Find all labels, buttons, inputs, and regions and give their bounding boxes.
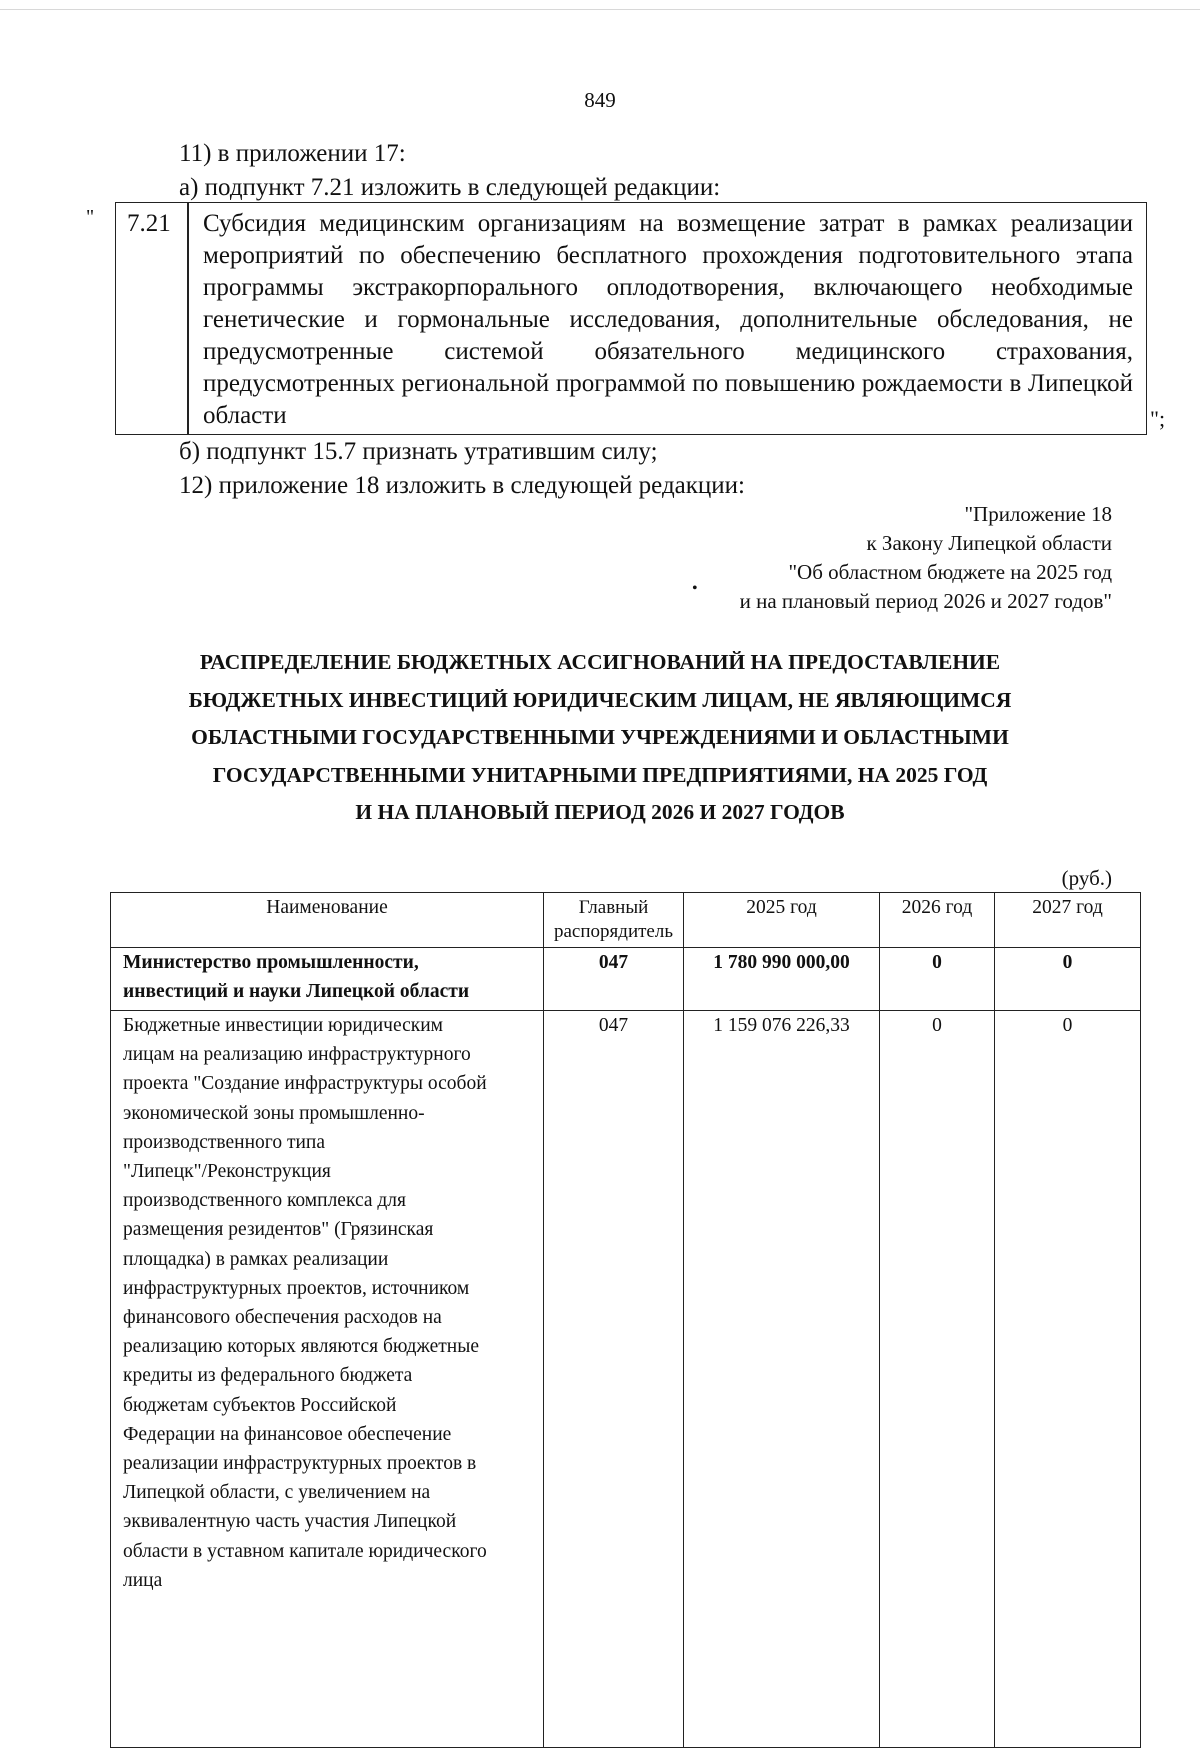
budget-table bbox=[110, 892, 1141, 1748]
row-name-line: лицам на реализацию инфраструктурного bbox=[123, 1044, 471, 1066]
row-name-line: эквивалентную часть участия Липецкой bbox=[123, 1511, 457, 1533]
row-name-line: производственного типа bbox=[123, 1131, 325, 1153]
row-name-line: проекта "Создание инфраструктуры особой bbox=[123, 1073, 487, 1095]
amendment-close-quote: "; bbox=[1150, 406, 1166, 431]
appendix-line-1: "Приложение 18 bbox=[964, 502, 1112, 526]
row-name-line: финансового обеспечения расходов на bbox=[123, 1307, 442, 1329]
after-line-1: б) подпункт 15.7 признать утратившим силу; bbox=[179, 438, 658, 465]
row-name-line: инфраструктурных проектов, источником bbox=[123, 1277, 470, 1299]
row-name-line: Министерство промышленности, bbox=[123, 952, 419, 973]
row-2027: 0 bbox=[995, 1011, 1141, 1748]
title-line: ГОСУДАРСТВЕННЫМИ УНИТАРНЫМИ ПРЕДПРИЯТИЯМИ, НА 2025 ГОД bbox=[212, 762, 988, 787]
appendix-line-4: и на плановый период 2026 и 2027 годов" bbox=[739, 589, 1112, 613]
header-gr-line-2: распорядитель bbox=[554, 921, 673, 942]
row-name bbox=[111, 948, 544, 1011]
row-2025: 1 159 076 226,33 bbox=[684, 1011, 880, 1748]
row-name-line: кредиты из федерального бюджета bbox=[123, 1365, 413, 1387]
header-2027: 2027 год bbox=[995, 893, 1141, 948]
row-name-line: Липецкой области, с увеличением на bbox=[123, 1482, 431, 1504]
header-2025: 2025 год bbox=[684, 893, 880, 948]
row-name-line: инвестиций и науки Липецкой области bbox=[123, 981, 470, 1002]
row-gr: 047 bbox=[544, 1011, 684, 1748]
row-name-line: экономической зоны промышленно- bbox=[123, 1102, 425, 1124]
intro-line-2: а) подпункт 7.21 изложить в следующей редакции: bbox=[179, 174, 721, 201]
page-number: 849 bbox=[584, 88, 616, 112]
row-name-line: бюджетам субъектов Российской bbox=[123, 1394, 397, 1416]
row-name-line: области в уставном капитале юридического bbox=[123, 1540, 487, 1562]
currency-unit: (руб.) bbox=[1061, 866, 1112, 890]
scan-top-edge bbox=[0, 9, 1200, 10]
header-name: Наименование bbox=[111, 893, 544, 948]
row-2027: 0 bbox=[995, 948, 1141, 1011]
row-name bbox=[111, 1011, 544, 1748]
row-gr: 047 bbox=[544, 948, 684, 1011]
row-name-line: реализации инфраструктурных проектов в bbox=[123, 1453, 477, 1475]
row-name-line: "Липецк"/Реконструкция bbox=[123, 1161, 331, 1183]
row-name-line: Бюджетные инвестиции юридическим bbox=[123, 1015, 444, 1036]
table-row bbox=[111, 1011, 1141, 1748]
title-line: И НА ПЛАНОВЫЙ ПЕРИОД 2026 И 2027 ГОДОВ bbox=[355, 800, 845, 824]
amendment-open-quote: " bbox=[86, 206, 95, 228]
row-2025: 1 780 990 000,00 bbox=[684, 948, 880, 1011]
title-line: РАСПРЕДЕЛЕНИЕ БЮДЖЕТНЫХ АССИГНОВАНИЙ НА ПРЕДОСТАВЛЕНИЕ bbox=[199, 650, 1001, 674]
title-line: ОБЛАСТНЫМИ ГОСУДАРСТВЕННЫМИ УЧРЕЖДЕНИЯМИ И ОБЛАСТНЫМИ bbox=[191, 725, 1009, 749]
row-name-line: производственного комплекса для bbox=[123, 1190, 406, 1212]
row-name-line: размещения резидентов" (Грязинская bbox=[123, 1219, 434, 1241]
header-2026: 2026 год bbox=[880, 893, 995, 948]
row-name-line: лица bbox=[123, 1569, 163, 1591]
amendment-number: 7.21 bbox=[127, 210, 171, 237]
title-line: БЮДЖЕТНЫХ ИНВЕСТИЦИЙ ЮРИДИЧЕСКИМ ЛИЦАМ, НЕ ЯВЛЯЮЩИМСЯ bbox=[188, 687, 1012, 712]
table-header-row bbox=[111, 893, 1141, 948]
table-row bbox=[111, 948, 1141, 1011]
row-2026: 0 bbox=[880, 1011, 995, 1748]
scan-dot: • bbox=[692, 580, 698, 597]
row-2026: 0 bbox=[880, 948, 995, 1011]
appendix-header bbox=[740, 500, 1112, 616]
row-name-line: площадка) в рамках реализации bbox=[123, 1248, 389, 1270]
row-name-line: реализацию которых являются бюджетные bbox=[123, 1336, 479, 1358]
amendment-box-divider bbox=[187, 202, 189, 435]
row-name-line: Федерации на финансовое обеспечение bbox=[123, 1423, 452, 1445]
document-title bbox=[80, 644, 1120, 832]
appendix-line-2: к Закону Липецкой области bbox=[866, 531, 1112, 555]
header-main-administrator bbox=[544, 893, 684, 948]
intro-line-1: 11) в приложении 17: bbox=[179, 140, 406, 167]
appendix-line-3: "Об областном бюджете на 2025 год bbox=[788, 560, 1112, 584]
amendment-text: Субсидия медицинским организациям на возмещение затрат в рамках реализации мероприятий по обеспечению бесплатного прохождения подготовительного этапа программы экстракорпорального оплодотворения, включающего необходимые генетические и гормональные исследования, дополнительные обследования, не предусмотренные системой обязательного медицинского страхования, предусмотренных региональной программой по повышению рождаемости в Липецкой области bbox=[203, 210, 1133, 429]
after-line-2: 12) приложение 18 изложить в следующей редакции: bbox=[179, 472, 745, 499]
header-gr-line-1: Главный bbox=[578, 897, 649, 918]
